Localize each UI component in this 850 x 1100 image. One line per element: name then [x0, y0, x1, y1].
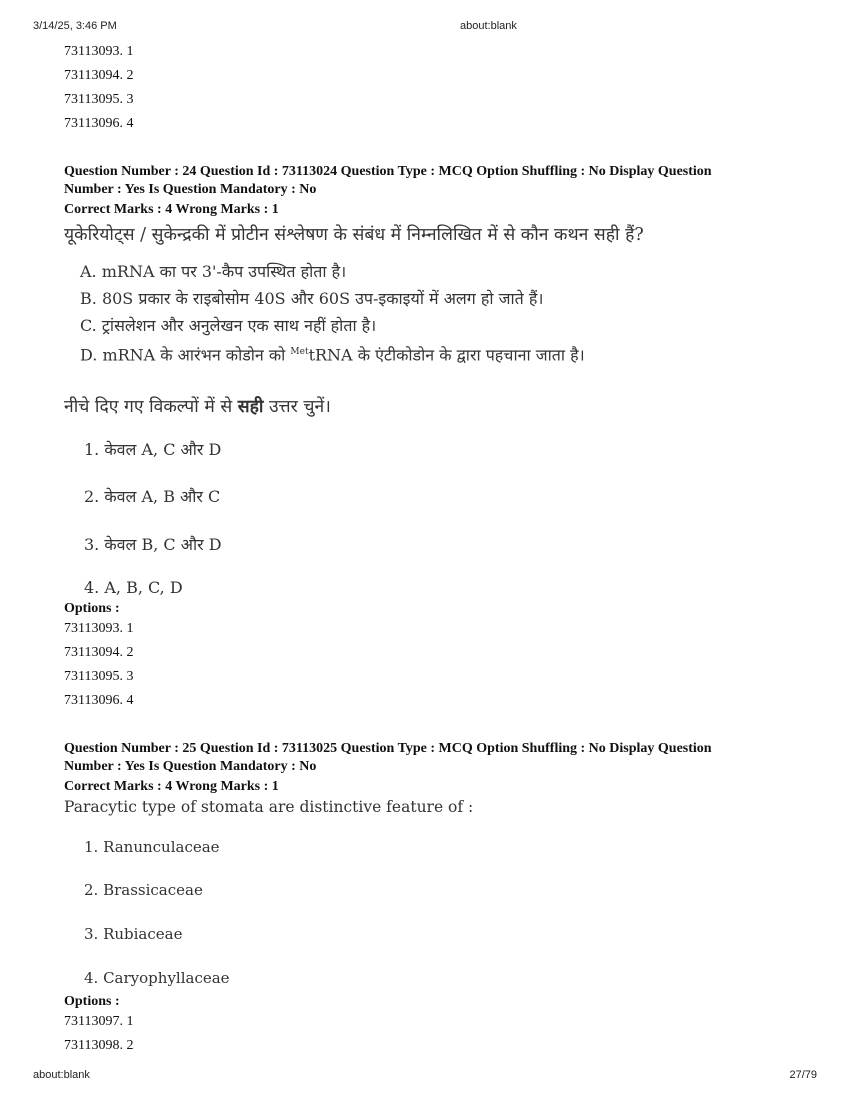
- choice-3: 3. Rubiaceae: [84, 924, 183, 943]
- question-marks: Correct Marks : 4 Wrong Marks : 1: [64, 779, 279, 795]
- option-row: 73113097. 1: [64, 1014, 134, 1030]
- statement-c: C. ट्रांसलेशन और अनुलेखन एक साथ नहीं होता है।: [80, 315, 377, 335]
- question-image-content: [64, 798, 784, 991]
- question-marks: Correct Marks : 4 Wrong Marks : 1: [64, 202, 279, 217]
- option-row: 73113094. 2: [64, 645, 134, 661]
- statement-a: A. mRNA का पर 3'-कैप उपस्थित होता है।: [80, 261, 347, 281]
- option-row: 73113093. 1: [64, 621, 134, 637]
- choice-3: 3. केवल B, C और D: [84, 534, 222, 554]
- print-footer-url: about:blank: [33, 1069, 90, 1081]
- statement-b: B. 80S प्रकार के राइबोसोम 40S और 60S उप-इकाइयों में अलग हो जाते हैं।: [80, 288, 544, 308]
- option-row: 73113093. 1: [64, 44, 134, 59]
- answer-instruction: नीचे दिए गए विकल्पों में से सही उत्तर चुनें।: [64, 396, 331, 417]
- question-stem: यूकेरियोट्स / सुकेन्द्रकी में प्रोटीन संश्लेषण के संबंध में निम्नलिखित में से कौन कथन सही हैं?: [64, 224, 644, 245]
- choice-1: 1. केवल A, C और D: [84, 439, 222, 459]
- choice-1: 1. Ranunculaceae: [84, 837, 220, 856]
- options-label: Options :: [64, 600, 120, 616]
- print-timestamp: 3/14/25, 3:46 PM: [33, 20, 117, 32]
- choice-4: 4. Caryophyllaceae: [84, 968, 230, 987]
- option-row: 73113096. 4: [64, 116, 134, 131]
- question-image-content: [64, 222, 784, 598]
- question-25: [64, 740, 784, 1058]
- option-row: 73113096. 4: [64, 693, 134, 709]
- option-row: 73113095. 3: [64, 92, 134, 107]
- question-stem: Paracytic type of stomata are distinctive feature of :: [64, 797, 474, 816]
- options-label: Options :: [64, 993, 120, 1009]
- question-meta-line-2: Number : Yes Is Question Mandatory : No: [64, 758, 317, 774]
- question-24: [64, 163, 784, 713]
- question-meta-line-1: Question Number : 25 Question Id : 73113025 Question Type : MCQ Option Shuffling : No Display Question: [64, 741, 712, 757]
- choice-list: [64, 838, 784, 991]
- question-meta-line-1: Question Number : 24 Question Id : 73113024 Question Type : MCQ Option Shuffling : No Display Question: [64, 164, 712, 179]
- option-row: 73113094. 2: [64, 68, 134, 83]
- option-row: 73113098. 2: [64, 1038, 134, 1054]
- statement-list: [64, 258, 784, 368]
- question-meta-line-2: Number : Yes Is Question Mandatory : No: [64, 181, 317, 197]
- statement-d: D. mRNA के आरंभन कोडोन को $^{Met}$tRNA के एंटीकोडोन के द्वारा पहचाना जाता है।: [80, 344, 585, 364]
- choice-4: 4. A, B, C, D: [84, 577, 183, 597]
- choice-list: [64, 438, 784, 598]
- option-row: 73113095. 3: [64, 669, 134, 685]
- print-page-title: about:blank: [460, 20, 517, 32]
- previous-question-options: [64, 40, 784, 136]
- choice-2: 2. केवल A, B और C: [84, 486, 221, 506]
- choice-2: 2. Brassicaceae: [84, 880, 203, 899]
- document-content: [64, 40, 784, 1058]
- print-page-number: 27/79: [789, 1069, 817, 1081]
